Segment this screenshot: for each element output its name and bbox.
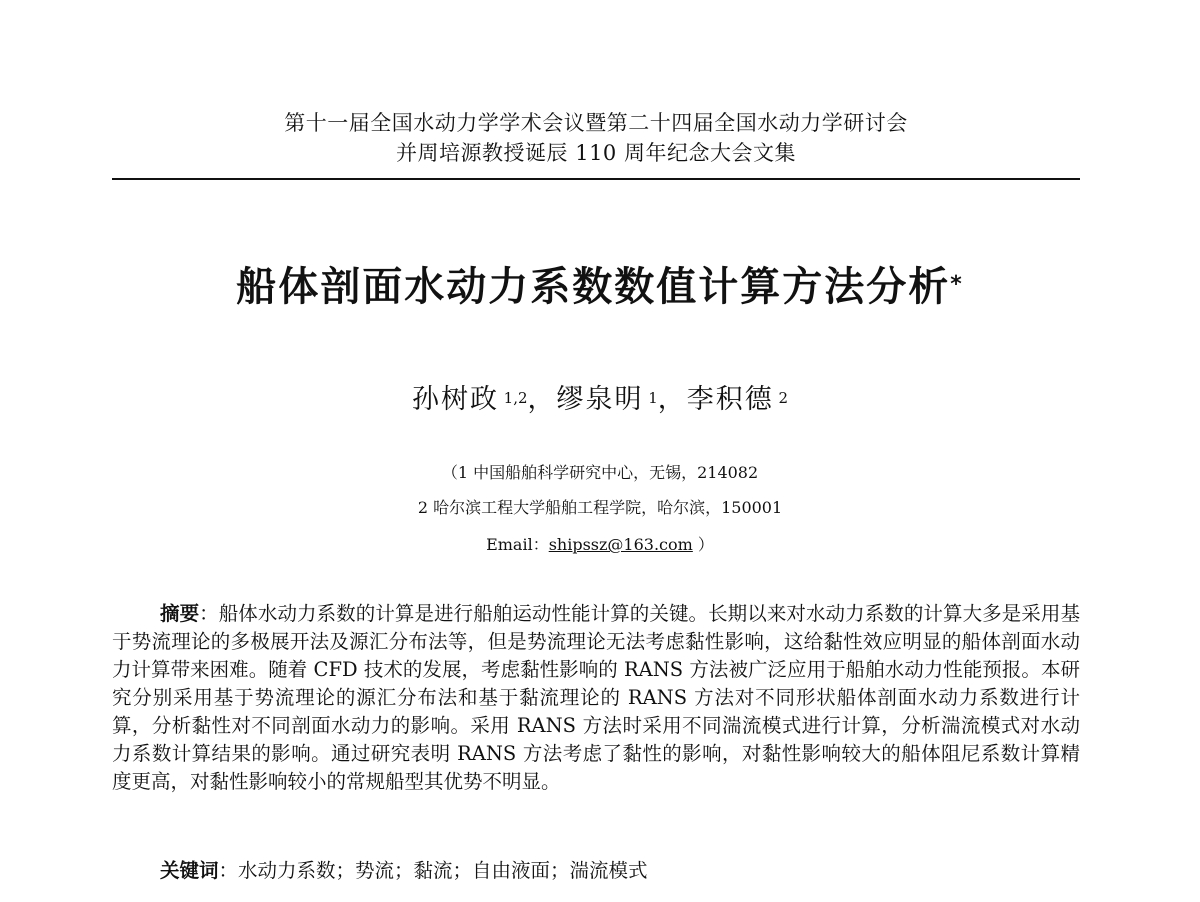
- paper-title-text: 船体剖面水动力系数数值计算方法分析: [236, 264, 951, 310]
- proceedings-header: [112, 108, 1080, 168]
- abstract-text: 船体水动力系数的计算是进行船舶运动性能计算的关键。长期以来对水动力系数的计算大多是采用基于势流理论的多极展开法及源汇分布法等，但是势流理论无法考虑黏性影响，这给黏性效应明显的船体剖面水动力计算带来困难。随着 CFD 技术的发展，考虑黏性影响的 RANS 方法被广泛应用于船舶水动力性能预报。本研究分别采用基于势流理论的源汇分布法和基于黏流理论的 RANS 方法对不同形状船体剖面水动力系数进行计算，分析黏性对不同剖面水动力的影响。采用 RANS 方法时采用不同湍流模式进行计算，分析湍流模式对水动力系数计算结果的影响。通过研究表明 RANS 方法考虑了黏性的影响，对黏性影响较大的船体阻尼系数计算精度更高，对黏性影响较小的常规船型其优势不明显。: [112, 602, 1080, 793]
- proceedings-title-line-1: 第十一届全国水动力学学术会议暨第二十四届全国水动力学研讨会: [284, 111, 908, 135]
- email-label: Email：: [486, 535, 549, 554]
- author-affiliation-mark: 2: [778, 389, 789, 407]
- title-footnote-mark: *: [950, 272, 964, 297]
- author-name: 缪泉明: [556, 384, 644, 415]
- email-line: [200, 534, 1000, 556]
- abstract-colon: ：: [199, 602, 219, 625]
- abstract-label: 摘要: [160, 602, 200, 625]
- author-separator: ，: [657, 384, 687, 415]
- author-affiliation-mark: 1,2: [503, 389, 528, 407]
- keywords-line: [160, 857, 1080, 885]
- email-close-paren: ）: [692, 535, 714, 554]
- keywords-text: 水动力系数；势流；黏流；自由液面；湍流模式: [238, 859, 648, 882]
- author-separator: ，: [527, 384, 557, 415]
- author-list: [200, 382, 1000, 418]
- abstract-paragraph: [112, 600, 1080, 796]
- author-name: 李积德: [686, 384, 774, 415]
- keywords-colon: ：: [218, 859, 239, 882]
- email-link[interactable]: shipssz@163.com: [548, 535, 693, 554]
- author-affiliation-mark: 1: [648, 389, 658, 407]
- author-name: 孙树政: [411, 384, 499, 415]
- paper-title: [100, 262, 1100, 312]
- affiliation-1: （1 中国船舶科学研究中心，无锡，214082: [441, 463, 759, 482]
- affiliation-2: 2 哈尔滨工程大学船舶工程学院，哈尔滨，150001: [417, 498, 783, 517]
- keywords-label: 关键词: [160, 859, 219, 882]
- proceedings-title-line-2: 并周培源教授诞辰 110 周年纪念大会文集: [396, 141, 796, 165]
- header-divider: [112, 178, 1080, 180]
